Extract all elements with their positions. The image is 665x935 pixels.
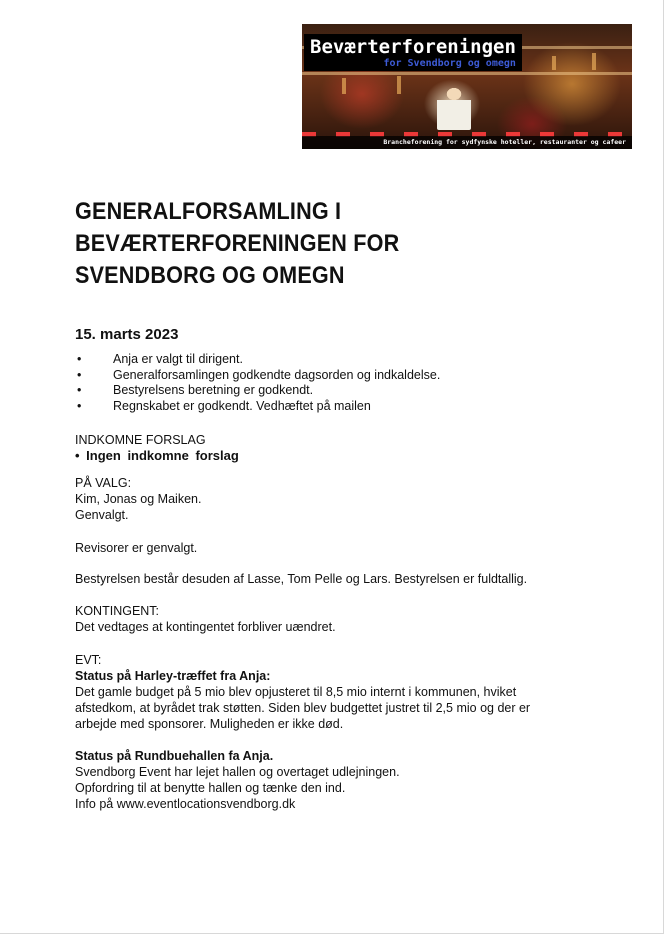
fee-text: Det vedtages at kontingentet forbliver uændret. [75,620,336,634]
election-names: Kim, Jonas og Maiken. [75,492,202,506]
harley-line: arbejde med sponsorer. Muligheden er ikke død. [75,717,344,731]
harley-line: Det gamle budget på 5 mio blev opjusteret til 8,5 mio internt i kommunen, hviket [75,685,517,699]
election-section [75,475,595,523]
proposals-heading: INDKOMNE FORSLAG [75,433,206,447]
agenda-item: • Anja er valgt til dirigent. [75,352,440,368]
proposals-section [75,432,595,464]
fee-section [75,603,595,635]
banner-subtitle: for Svendborg og omegn [383,58,516,69]
harley-heading: Status på Harley-træffet fra Anja: [75,669,271,683]
hall-line: Info på www.eventlocationsvendborg.dk [75,797,296,811]
header-banner-image [302,24,632,149]
agenda-item: • Bestyrelsens beretning er godkendt. [75,383,440,399]
fee-heading: KONTINGENT: [75,604,160,618]
election-heading: PÅ VALG: [75,476,132,490]
misc-heading: EVT: [75,653,102,667]
title-line: GENERALFORSAMLING I [75,198,342,225]
auditors-text [75,540,595,556]
document-title [75,196,489,292]
banner-title: Beværterforeningen [310,36,516,58]
auditors-line: Revisorer er genvalgt. [75,541,198,555]
agenda-list [75,352,440,414]
hall-line: Opfordring til at benytte hallen og tænke den ind. [75,781,346,795]
agenda-item: • Regnskabet er godkendt. Vedhæftet på mailen [75,399,440,415]
title-line: BEVÆRTERFORENINGEN FOR [75,230,400,257]
banner-logo [304,34,522,71]
banner-tagline: Brancheforening for sydfynske hoteller, restauranter og cafeer [302,136,632,149]
agenda-item: • Generalforsamlingen godkendte dagsorden og indkaldelse. [75,368,440,384]
election-result: Genvalgt. [75,508,129,522]
hall-section [75,748,595,812]
board-line: Bestyrelsen består desuden af Lasse, Tom Pelle og Lars. Bestyrelsen er fuldtallig. [75,572,528,586]
board-text [75,571,595,587]
harley-line: afstedkom, at byrådet trak støtten. Siden blev budgettet justret til 2,5 mio og der er [75,701,531,715]
proposals-item: • Ingen indkomne forslag [75,448,239,463]
title-line: SVENDBORG OG OMEGN [75,262,345,289]
misc-section [75,652,595,732]
hall-heading: Status på Rundbuehallen fa Anja. [75,749,274,763]
bartender-figure [437,84,471,130]
hall-line: Svendborg Event har lejet hallen og overtaget udlejningen. [75,765,400,779]
meeting-date: 15. marts 2023 [75,326,179,343]
